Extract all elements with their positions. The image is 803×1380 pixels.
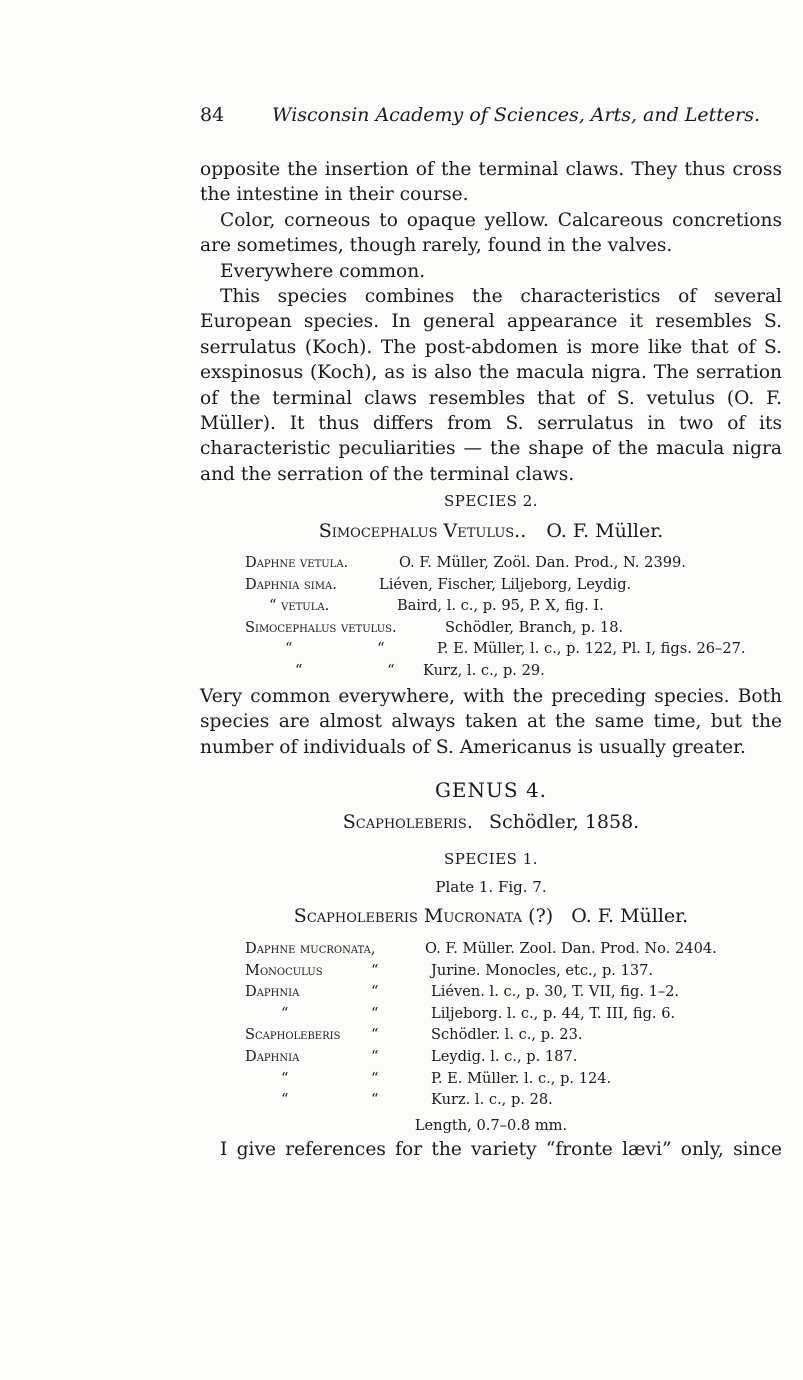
synonym-row: Daphnia “ Liéven. l. c., p. 30, T. VII, fig. 1–2. <box>245 983 680 1001</box>
closing-text <box>200 1137 782 1162</box>
synonym-row: Simocephalus vetulus. Schödler, Branch, p. 18. <box>245 618 624 636</box>
synonym-row: “ “ P. E. Müller. l. c., p. 124. <box>281 1069 612 1087</box>
synonym-row: “ “ P. E. Müller, l. c., p. 122, Pl. I, figs. 26–27. <box>285 640 746 658</box>
synonym-row: “ “ Kurz, l. c., p. 29. <box>295 661 545 679</box>
synonym-row: “ “ Liljeborg. l. c., p. 44, T. III, fig. 6. <box>281 1004 676 1022</box>
synonym-row: Daphne mucronata, O. F. Müller. Zool. Dan. Prod. No. 2404. <box>245 940 717 957</box>
species-1-author: O. F. Müller. <box>571 905 689 927</box>
synonym-row: Daphnia “ Leydig. l. c., p. 187. <box>245 1047 578 1065</box>
species-2-remarks <box>200 684 782 760</box>
paragraph: Very common everywhere, with the preceding species. Both species are almost always taken at the same time, but the number of individuals of S. Americanus is usually greater. <box>200 686 782 758</box>
plate-reference: Plate 1. Fig. 7. <box>435 878 547 896</box>
length-note: Length, 0.7–0.8 mm. <box>414 1117 568 1134</box>
species-2-synonymy <box>245 552 785 682</box>
species-2-title <box>200 520 782 542</box>
running-title: Wisconsin Academy of Sciences, Arts, and Letters. <box>272 104 761 126</box>
intro-text <box>200 157 782 487</box>
genus-4-heading: GENUS 4. <box>434 778 548 802</box>
paragraph: opposite the insertion of the terminal claws. They thus cross the intestine in their course. <box>200 159 782 206</box>
synonym-row: Monoculus “ Jurine. Monocles, etc., p. 137. <box>245 961 654 979</box>
synonym-row: “ vetula. Baird, l. c., p. 95, P. X, fig. I. <box>269 597 604 615</box>
paragraph: Color, corneous to opaque yellow. Calcareous concretions are sometimes, though rarely, found in the valves. <box>200 209 782 257</box>
species-1-heading: SPECIES 1. <box>443 850 539 868</box>
synonym-row: Scapholeberis “ Schödler. l. c., p. 23. <box>245 1026 583 1044</box>
species-1-name: Scapholeberis Mucronata (?) <box>293 905 554 927</box>
species-2-heading: SPECIES 2. <box>443 492 539 510</box>
paragraph: This species combines the characteristics of several European species. In general appearance it resembles S. serrulatus (Koch). The post-abdomen is more like that of S. exspinosus (Koch), as is also the macula nigra. The serration of the terminal claws resembles that of S. vetulus (O. F. Müller). It thus differs from S. serrulatus in two of its characteristic peculiarities — the shape of the macula nigra and the serration of the terminal claws. <box>200 286 782 485</box>
synonym-row: Daphne vetula. O. F. Müller, Zoöl. Dan. Prod., N. 2399. <box>245 554 686 571</box>
species-1-synonymy <box>245 938 785 1111</box>
genus-4-title <box>200 811 782 833</box>
page-number: 84 <box>200 104 225 126</box>
paragraph: I give references for the variety “fronte lævi” only, since <box>220 1139 782 1160</box>
paragraph: Everywhere common. <box>220 260 426 282</box>
species-2-author: O. F. Müller. <box>546 520 664 542</box>
synonym-row: “ “ Kurz. l. c., p. 28. <box>281 1091 553 1109</box>
genus-author: Schödler, 1858. <box>488 811 640 833</box>
species-1-title <box>200 905 782 927</box>
genus-name: Scapholeberis. <box>342 811 473 833</box>
synonym-row: Daphnia sima. Liéven, Fischer, Liljeborg, Leydig. <box>245 575 632 593</box>
species-2-name: Simocephalus Vetulus.. <box>318 520 527 542</box>
